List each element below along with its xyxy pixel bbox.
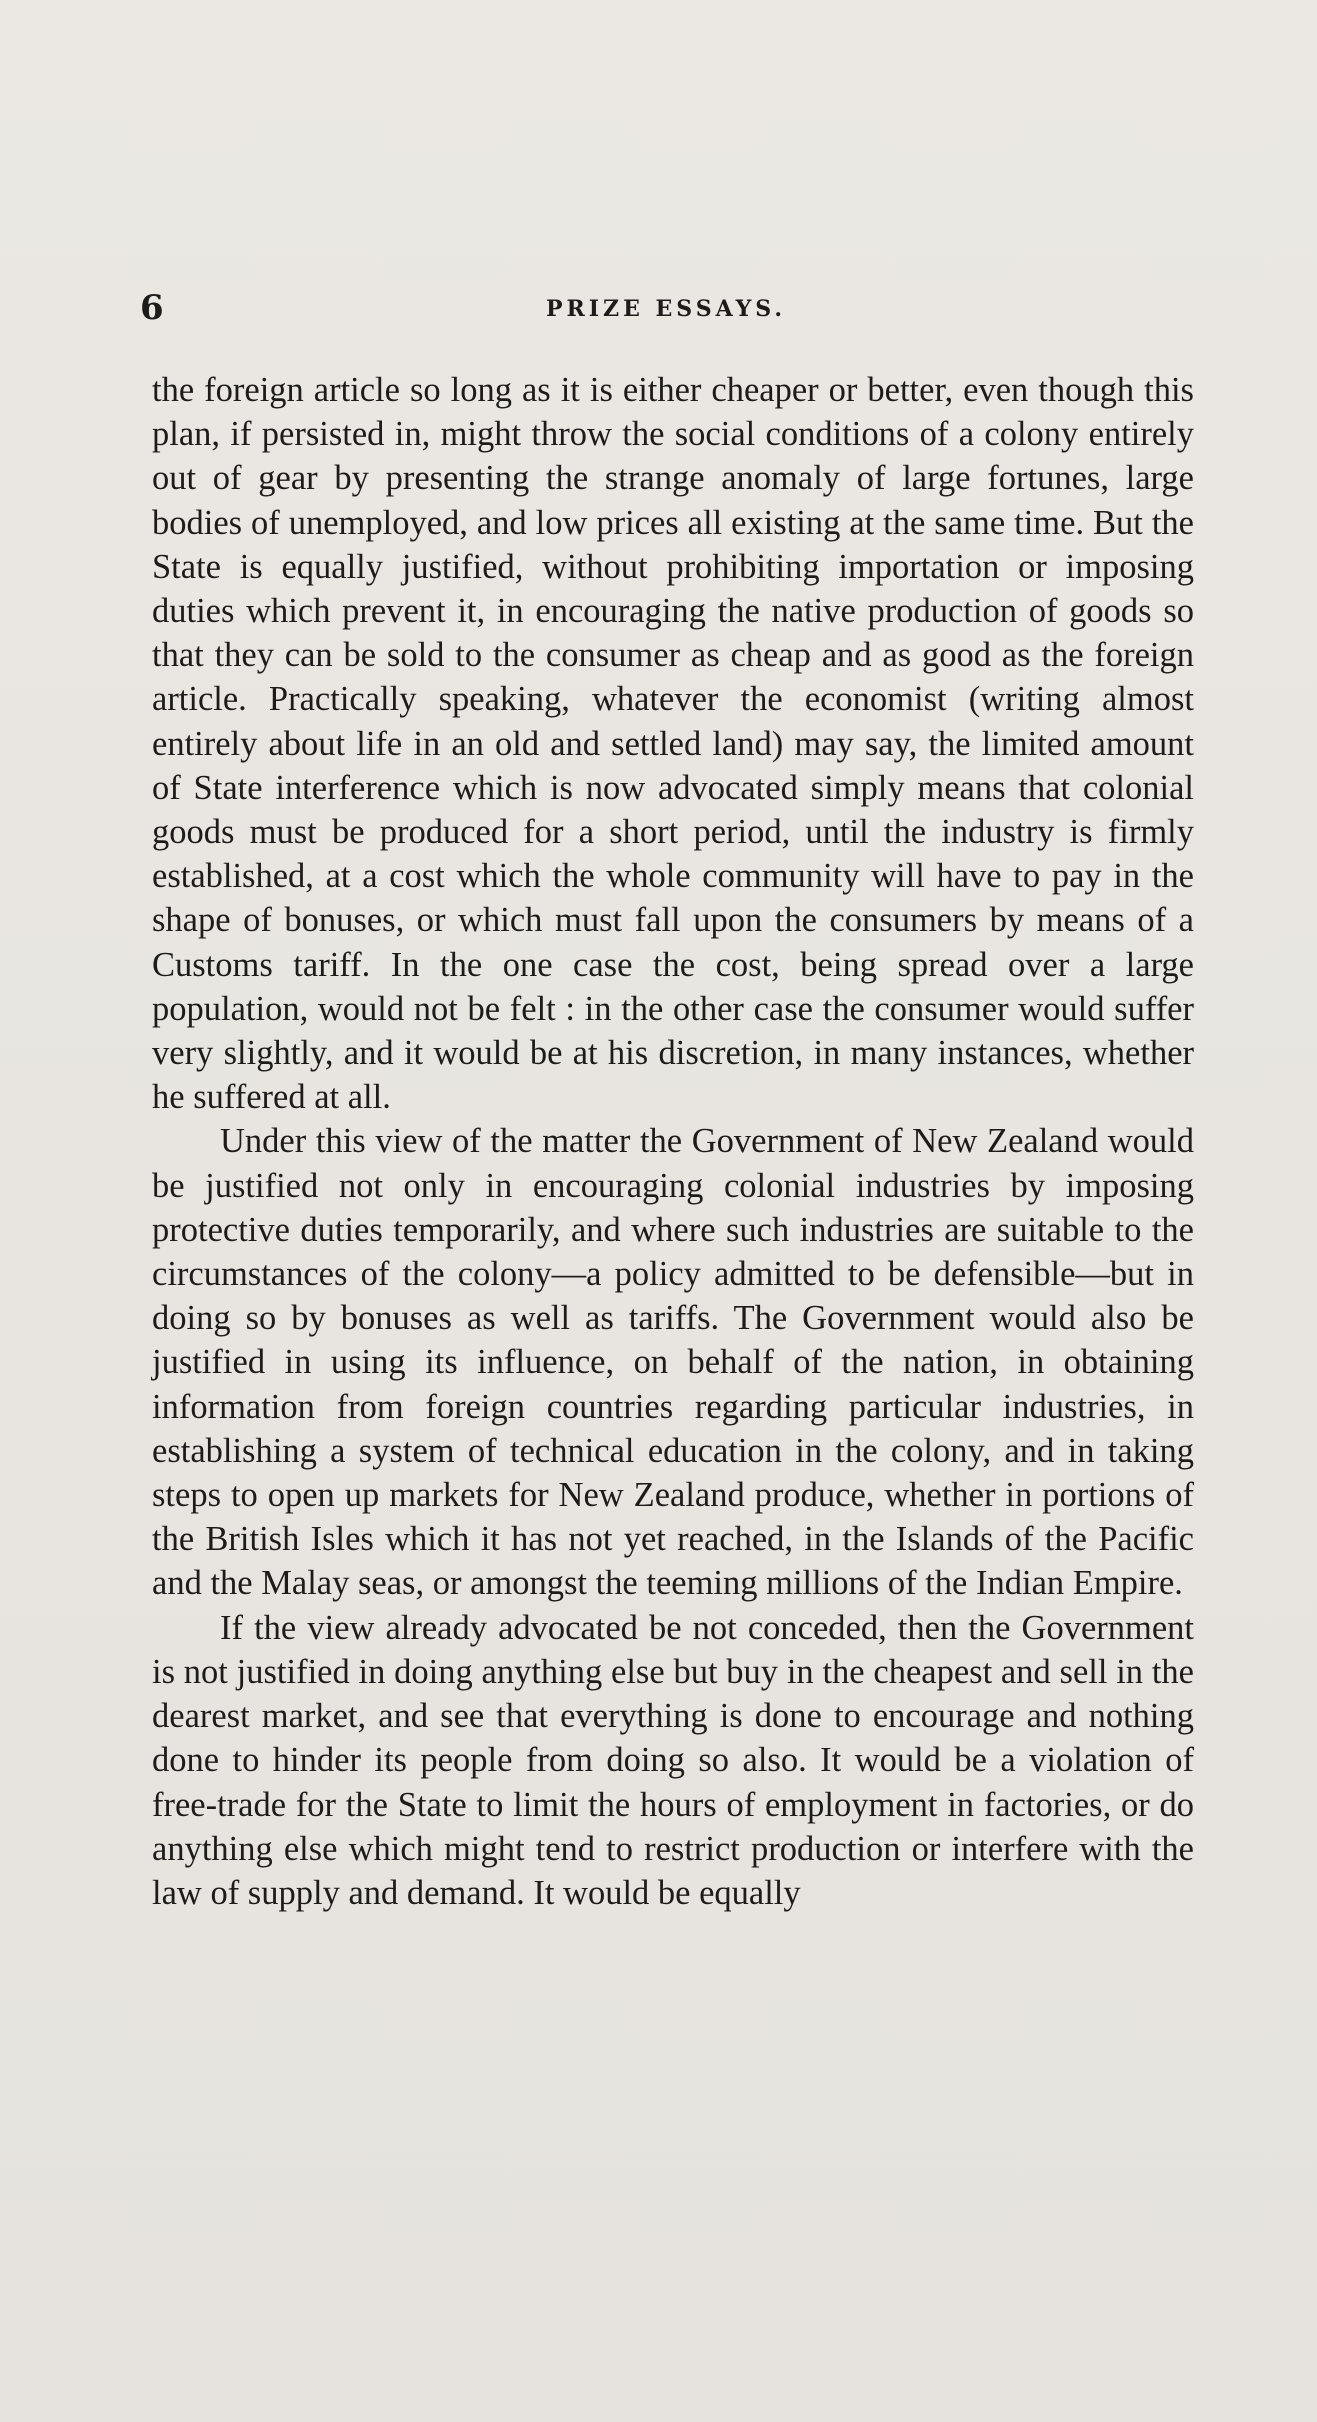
running-head [140,288,1192,328]
body-text [152,368,1194,1915]
running-title: PRIZE ESSAYS. [545,296,787,322]
paragraph-1: the foreign article so long as it is either cheaper or better, even though this plan, if persisted in, might throw the social conditions of a colony entirely out of gear by presenting the strange anomaly of large fortunes, large bodies of unemployed, and low prices all existing at the same time. But the State is equally justified, without prohibiting importation or imposing duties which prevent it, in encouraging the native production of goods so that they can be sold to the consumer as cheap and as good as the foreign article. Practically speaking, whatever the economist (writing almost entirely about life in an old and settled land) may say, the limited amount of State interference which is now advocated simply means that colonial goods must be produced for a short period, until the industry is firmly established, at a cost which the whole community will have to pay in the shape of bonuses, or which must fall upon the consumers by means of a Customs tariff. In the one case the cost, being spread over a large population, would not be felt : in the other case the consumer would suffer very slightly, and it would be at his discretion, in many instances, whether he suffered at all. [152,371,1194,1117]
page-number: 6 [140,288,164,328]
paragraph-2: Under this view of the matter the Government of New Zealand would be justified not only in encouraging colonial industries by imposing protective duties temporarily, and where such industries are suitable to the circumstances of the colony—a policy admitted to be defensible—but in doing so by bonuses as well as tariffs. The Government would also be justified in using its influence, on behalf of the nation, in obtaining information from foreign countries regarding particular industries, in establishing a system of technical education in the colony, and in taking steps to open up markets for New Zealand produce, whether in portions of the British Isles which it has not yet reached, in the Islands of the Pacific and the Malay seas, or amongst the teeming millions of the Indian Empire. [152,1122,1194,1603]
paragraph-3: If the view already advocated be not conceded, then the Government is not justified in doing anything else but buy in the cheapest and sell in the dearest market, and see that everything is done to encourage and nothing done to hinder its people from doing so also. It would be a violation of free-trade for the State to limit the hours of employment in factories, or do anything else which might tend to restrict production or interfere with the law of supply and demand. It would be equally [152,1608,1194,1912]
